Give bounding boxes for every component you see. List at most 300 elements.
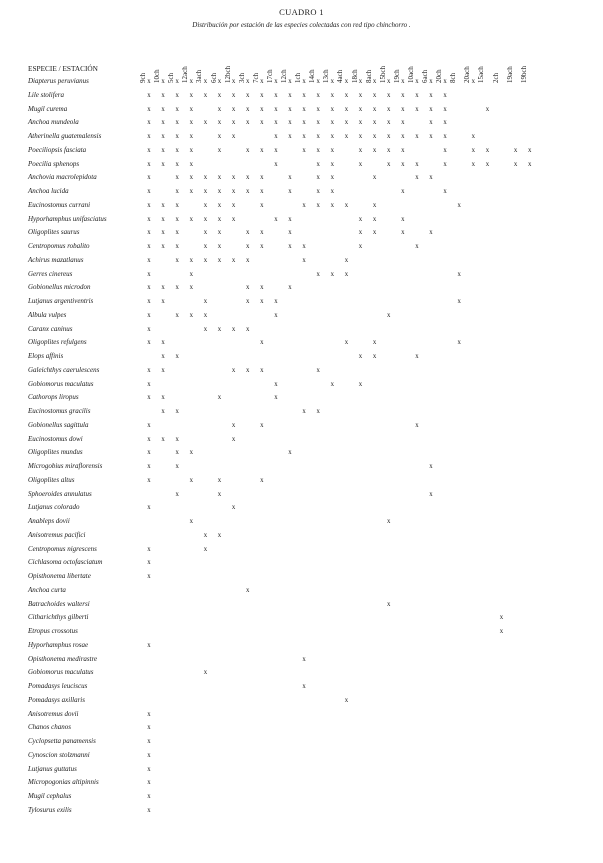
presence-mark: x [316, 105, 320, 113]
presence-mark: x [443, 133, 447, 140]
presence-mark: x [316, 201, 320, 209]
presence-mark: x [386, 146, 391, 154]
presence-mark: x [429, 105, 433, 113]
presence-mark: x [189, 449, 193, 457]
presence-mark: x [260, 339, 264, 347]
species-name: Eucinostomus dowi [28, 434, 83, 443]
presence-mark: x [203, 531, 208, 539]
presence-mark: x [443, 119, 447, 127]
presence-mark: x [260, 78, 264, 85]
station-label: 8ach [364, 69, 373, 83]
station-label: 19bch [519, 65, 528, 83]
presence-mark: x [274, 105, 278, 113]
presence-mark: x [161, 229, 165, 237]
presence-mark: x [386, 518, 391, 525]
presence-mark: x [316, 188, 320, 195]
presence-mark: x [344, 270, 349, 278]
station-label: 20ach [463, 66, 472, 83]
presence-mark: x [203, 78, 208, 85]
presence-mark: x [358, 380, 363, 388]
species-name: Microgobius miraflorensis [28, 462, 103, 470]
station-label: 8ch [449, 72, 458, 83]
station-label: 5ch [167, 72, 176, 83]
station-label: 15ach [477, 66, 486, 83]
presence-mark: x [189, 284, 193, 292]
presence-mark: x [401, 91, 405, 99]
presence-mark: x [147, 765, 151, 773]
presence-mark: x [175, 188, 179, 195]
presence-mark: x [457, 201, 461, 209]
station-label: 17ch [265, 69, 274, 83]
presence-mark: x [443, 160, 447, 168]
presence-mark: x [203, 669, 208, 677]
species-name: Caranx caninus [28, 324, 73, 333]
presence-mark: x [415, 174, 419, 182]
presence-mark: x [189, 311, 193, 319]
presence-mark: x [358, 78, 363, 85]
column-header-species: ESPECIE / ESTACIÓN [28, 64, 98, 73]
presence-mark: x [316, 119, 320, 127]
presence-mark: x [316, 160, 320, 168]
presence-mark: x [175, 133, 179, 140]
presence-mark: x [189, 174, 193, 182]
presence-mark: x [330, 146, 334, 154]
presence-mark: x [443, 146, 447, 154]
presence-mark: x [260, 366, 264, 374]
presence-mark: x [175, 78, 179, 85]
station-label: 1ch [294, 72, 303, 83]
species-name: Anchoa lucida [28, 187, 69, 195]
presence-mark: x [358, 119, 363, 127]
species-name: Oligoplites refulgens [28, 338, 87, 347]
species-name: Sphoeroides annulatus [28, 489, 92, 498]
presence-mark: x [513, 160, 518, 168]
species-name: Pomadasys axillaris [28, 695, 85, 704]
presence-mark: x [429, 78, 433, 85]
presence-mark: x [401, 160, 405, 168]
presence-mark: x [429, 119, 433, 127]
presence-mark: x [203, 91, 208, 99]
presence-mark: x [217, 174, 222, 182]
species-name: Poeciliopsis fasciata [28, 145, 87, 154]
presence-mark: x [147, 559, 151, 567]
presence-mark: x [147, 476, 151, 484]
presence-mark: x [316, 270, 320, 278]
station-label: 2ch [491, 72, 500, 83]
presence-mark: x [527, 146, 532, 154]
species-name: Eucinostomus currani [28, 200, 91, 209]
species-name: Atherinella guatemalensis [28, 132, 102, 140]
presence-mark: x [245, 188, 250, 195]
presence-mark: x [386, 600, 391, 608]
presence-mark: x [203, 545, 208, 553]
presence-mark: x [302, 201, 306, 209]
presence-mark: x [260, 476, 264, 484]
station-label: 20ch [435, 69, 444, 83]
presence-mark: x [175, 201, 179, 209]
presence-mark: x [401, 133, 405, 140]
presence-mark: x [175, 105, 179, 113]
station-label: 3ach [195, 69, 204, 83]
species-name: Cynoscion stolzmanni [28, 750, 90, 759]
presence-mark: x [401, 78, 405, 85]
presence-mark: x [485, 160, 490, 168]
species-name: Gobionellus sagittula [28, 420, 89, 429]
presence-mark: x [147, 215, 151, 223]
presence-mark: x [231, 421, 236, 429]
presence-mark: x [175, 408, 179, 415]
species-name: Gobiomorus maculatus [28, 379, 94, 388]
species-name: Centropomus nigrescens [28, 544, 97, 553]
presence-mark: x [274, 311, 278, 319]
presence-mark: x [161, 408, 165, 415]
presence-mark: x [147, 793, 151, 800]
presence-mark: x [189, 146, 193, 154]
presence-mark: x [288, 243, 292, 250]
species-name: Hyporhamphus unifasciatus [28, 214, 107, 223]
presence-mark: x [344, 78, 349, 85]
presence-mark: x [372, 174, 377, 182]
presence-mark: x [175, 284, 179, 292]
presence-mark: x [203, 311, 208, 319]
presence-mark: x [231, 119, 236, 127]
presence-mark: x [217, 146, 222, 154]
presence-mark: x [147, 91, 151, 99]
presence-mark: x [245, 284, 250, 292]
presence-mark: x [358, 133, 363, 140]
species-name: Gerres cinereus [28, 269, 73, 278]
presence-mark: x [316, 366, 320, 374]
presence-mark: x [386, 160, 391, 168]
species-name: Elops affinis [28, 352, 64, 360]
presence-mark: x [260, 105, 264, 113]
presence-mark: x [429, 91, 433, 99]
presence-mark: x [457, 298, 461, 305]
presence-mark: x [231, 201, 236, 209]
station-label: 18ch [350, 69, 359, 83]
presence-mark: x [147, 380, 151, 388]
presence-mark: x [274, 91, 278, 99]
presence-mark: x [415, 353, 419, 360]
presence-mark: x [274, 298, 278, 305]
presence-mark: x [147, 724, 151, 732]
presence-mark: x [302, 105, 306, 113]
presence-mark: x [189, 215, 193, 223]
presence-mark: x [316, 91, 320, 99]
species-name: Anchovia macrolepidota [28, 173, 97, 182]
presence-mark: x [175, 449, 179, 457]
presence-mark: x [189, 270, 193, 278]
presence-mark: x [274, 133, 278, 140]
species-name: Batrachoides waltersi [28, 599, 90, 608]
presence-mark: x [189, 160, 193, 168]
presence-mark: x [245, 325, 250, 333]
presence-mark: x [147, 311, 151, 319]
presence-mark: x [316, 146, 320, 154]
presence-mark: x [189, 188, 193, 195]
species-name: Pomadasys leuciscus [28, 682, 88, 690]
presence-mark: x [415, 105, 419, 113]
presence-mark: x [330, 160, 334, 168]
presence-mark: x [147, 573, 151, 580]
presence-mark: x [288, 119, 292, 127]
presence-mark: x [499, 628, 504, 635]
presence-mark: x [161, 394, 165, 402]
presence-mark: x [316, 78, 320, 85]
presence-mark: x [527, 160, 532, 168]
presence-mark: x [245, 174, 250, 182]
presence-mark: x [302, 243, 306, 250]
presence-mark: x [260, 298, 264, 305]
presence-mark: x [175, 353, 179, 360]
presence-mark: x [203, 119, 208, 127]
presence-mark: x [161, 284, 165, 292]
presence-mark: x [274, 380, 278, 388]
presence-mark: x [288, 78, 292, 85]
presence-mark: x [288, 105, 292, 113]
presence-mark: x [147, 449, 151, 457]
presence-mark: x [217, 229, 222, 237]
presence-mark: x [288, 188, 292, 195]
presence-mark: x [147, 504, 151, 512]
presence-mark: x [344, 133, 349, 140]
presence-mark: x [147, 545, 151, 553]
presence-mark: x [372, 146, 377, 154]
presence-mark: x [203, 229, 208, 237]
presence-mark: x [147, 105, 151, 113]
species-name: Hyporhamphus rosae [28, 640, 89, 649]
presence-mark: x [161, 91, 165, 99]
presence-mark: x [245, 229, 250, 237]
species-name: Poecilia sphenops [28, 159, 80, 168]
station-label: 19ach [505, 66, 514, 83]
presence-mark: x [260, 188, 264, 195]
presence-mark: x [358, 353, 363, 360]
species-name: Lutjanus argentiventris [28, 297, 94, 305]
presence-mark: x [217, 490, 222, 498]
station-label: 10ch [153, 69, 162, 83]
table-subtitle: Distribución por estación de las especies colectadas con red tipo chinchorro . [192, 21, 411, 29]
presence-mark: x [274, 160, 278, 168]
presence-mark: x [288, 449, 292, 457]
presence-mark: x [429, 229, 433, 237]
presence-mark: x [316, 174, 320, 182]
presence-mark: x [260, 421, 264, 429]
presence-mark: x [316, 408, 320, 415]
presence-mark: x [344, 696, 349, 704]
presence-mark: x [217, 531, 222, 539]
presence-mark: x [415, 78, 419, 85]
presence-mark: x [429, 490, 433, 498]
species-name: Galeichthys caerulescens [28, 365, 100, 374]
presence-mark: x [147, 366, 151, 374]
presence-mark: x [260, 201, 264, 209]
presence-mark: x [217, 78, 222, 85]
presence-mark: x [147, 435, 151, 443]
presence-mark: x [147, 229, 151, 237]
presence-mark: x [217, 188, 222, 195]
presence-mark: x [217, 476, 222, 484]
species-name: Anisotremus dovii [28, 709, 79, 718]
presence-mark: x [302, 91, 306, 99]
presence-mark: x [245, 119, 250, 127]
presence-mark: x [429, 133, 433, 140]
presence-mark: x [330, 380, 334, 388]
species-name: Centropomus robalito [28, 242, 90, 250]
presence-mark: x [161, 243, 165, 250]
presence-mark: x [189, 78, 193, 85]
presence-mark: x [386, 311, 391, 319]
presence-mark: x [147, 710, 151, 718]
species-name: Oligoplites mundus [28, 448, 83, 457]
presence-mark: x [372, 229, 377, 237]
presence-mark: x [203, 215, 208, 223]
presence-mark: x [189, 476, 193, 484]
presence-mark: x [147, 78, 151, 85]
presence-mark: x [189, 119, 193, 127]
station-label: 9ch [139, 72, 147, 83]
presence-mark: x [316, 133, 320, 140]
presence-mark: x [302, 655, 306, 663]
presence-mark: x [147, 133, 151, 140]
presence-mark: x [372, 119, 377, 127]
presence-mark: x [358, 91, 363, 99]
presence-mark: x [372, 215, 377, 223]
presence-mark: x [415, 91, 419, 99]
presence-mark: x [175, 119, 179, 127]
species-name: Citharichthys gilberti [28, 613, 89, 622]
presence-mark: x [471, 78, 475, 85]
presence-mark: x [372, 201, 377, 209]
presence-mark: x [429, 463, 433, 470]
presence-mark: x [189, 518, 193, 525]
species-name: Etropus crossotus [28, 627, 78, 635]
presence-mark: x [147, 146, 151, 154]
presence-mark: x [274, 78, 278, 85]
presence-mark: x [330, 270, 334, 278]
presence-mark: x [245, 256, 250, 264]
presence-mark: x [344, 119, 349, 127]
presence-mark: x [372, 78, 377, 85]
species-name: Tylosurus exilis [28, 805, 72, 814]
presence-mark: x [372, 91, 377, 99]
presence-mark: x [401, 215, 405, 223]
species-name: Anchoa mundeola [28, 118, 79, 127]
presence-mark: x [344, 91, 349, 99]
presence-mark: x [161, 160, 165, 168]
presence-mark: x [471, 133, 475, 140]
presence-mark: x [260, 243, 264, 250]
presence-mark: x [161, 366, 165, 374]
presence-mark: x [147, 641, 151, 649]
presence-mark: x [260, 174, 264, 182]
presence-mark: x [189, 256, 193, 264]
presence-mark: x [217, 394, 222, 402]
species-name: Oligoplites altus [28, 475, 75, 484]
presence-mark: x [147, 325, 151, 333]
presence-mark: x [161, 78, 165, 85]
presence-mark: x [344, 339, 349, 347]
presence-mark: x [161, 339, 165, 347]
presence-mark: x [175, 490, 179, 498]
species-name: Opisthonema medirastre [28, 654, 98, 663]
presence-mark: x [147, 160, 151, 168]
presence-mark: x [147, 394, 151, 402]
presence-mark: x [302, 78, 306, 85]
species-name: Cyclopsetta panamensis [28, 737, 96, 745]
species-name: Micropogonias altipinnis [28, 778, 99, 787]
presence-mark: x [231, 366, 236, 374]
presence-mark: x [372, 133, 377, 140]
presence-mark: x [175, 463, 179, 470]
station-label: 3ch [237, 72, 246, 83]
presence-mark: x [457, 339, 461, 347]
species-name: Diapterus peruvianus [28, 77, 89, 85]
presence-mark: x [147, 751, 151, 759]
presence-mark: x [386, 78, 391, 85]
presence-mark: x [358, 105, 363, 113]
presence-mark: x [231, 133, 236, 140]
species-name: Oligoplites saurus [28, 228, 80, 237]
presence-mark: x [217, 201, 222, 209]
presence-mark: x [231, 105, 236, 113]
presence-mark: x [217, 105, 222, 113]
presence-mark: x [231, 78, 236, 85]
presence-mark: x [231, 91, 236, 99]
presence-mark: x [330, 188, 334, 195]
presence-mark: x [415, 133, 419, 140]
presence-mark: x [161, 298, 165, 305]
presence-mark: x [288, 215, 292, 223]
presence-mark: x [260, 284, 264, 292]
presence-mark: x [175, 160, 179, 168]
presence-mark: x [344, 256, 349, 264]
presence-mark: x [147, 463, 151, 470]
species-name: Cichlasoma octofasciatum [28, 558, 103, 567]
species-name: Mugil curema [28, 104, 68, 113]
presence-mark: x [217, 91, 222, 99]
presence-mark: x [175, 311, 179, 319]
presence-mark: x [231, 325, 236, 333]
station-label: 15bch [378, 65, 387, 83]
presence-mark: x [245, 586, 250, 594]
presence-mark: x [302, 146, 306, 154]
presence-mark: x [147, 201, 151, 209]
presence-mark: x [274, 394, 278, 402]
presence-mark: x [203, 201, 208, 209]
species-name: Achirus mazatlanus [28, 255, 84, 264]
presence-mark: x [161, 105, 165, 113]
presence-mark: x [372, 339, 377, 347]
presence-mark: x [147, 119, 151, 127]
species-name: Cathorops liropus [28, 393, 79, 402]
presence-mark: x [443, 78, 447, 85]
presence-mark: x [288, 174, 292, 182]
presence-mark: x [288, 133, 292, 140]
presence-mark: x [161, 119, 165, 127]
presence-mark: x [443, 91, 447, 99]
presence-mark: x [401, 119, 405, 127]
presence-mark: x [302, 119, 306, 127]
presence-mark: x [386, 91, 391, 99]
presence-mark: x [274, 146, 278, 154]
presence-mark: x [330, 133, 334, 140]
station-header [519, 43, 538, 83]
species-name: Lutjanus guttatus [28, 764, 77, 773]
station-label: 7ch [251, 72, 260, 83]
presence-mark: x [386, 105, 391, 113]
presence-mark: x [175, 174, 179, 182]
